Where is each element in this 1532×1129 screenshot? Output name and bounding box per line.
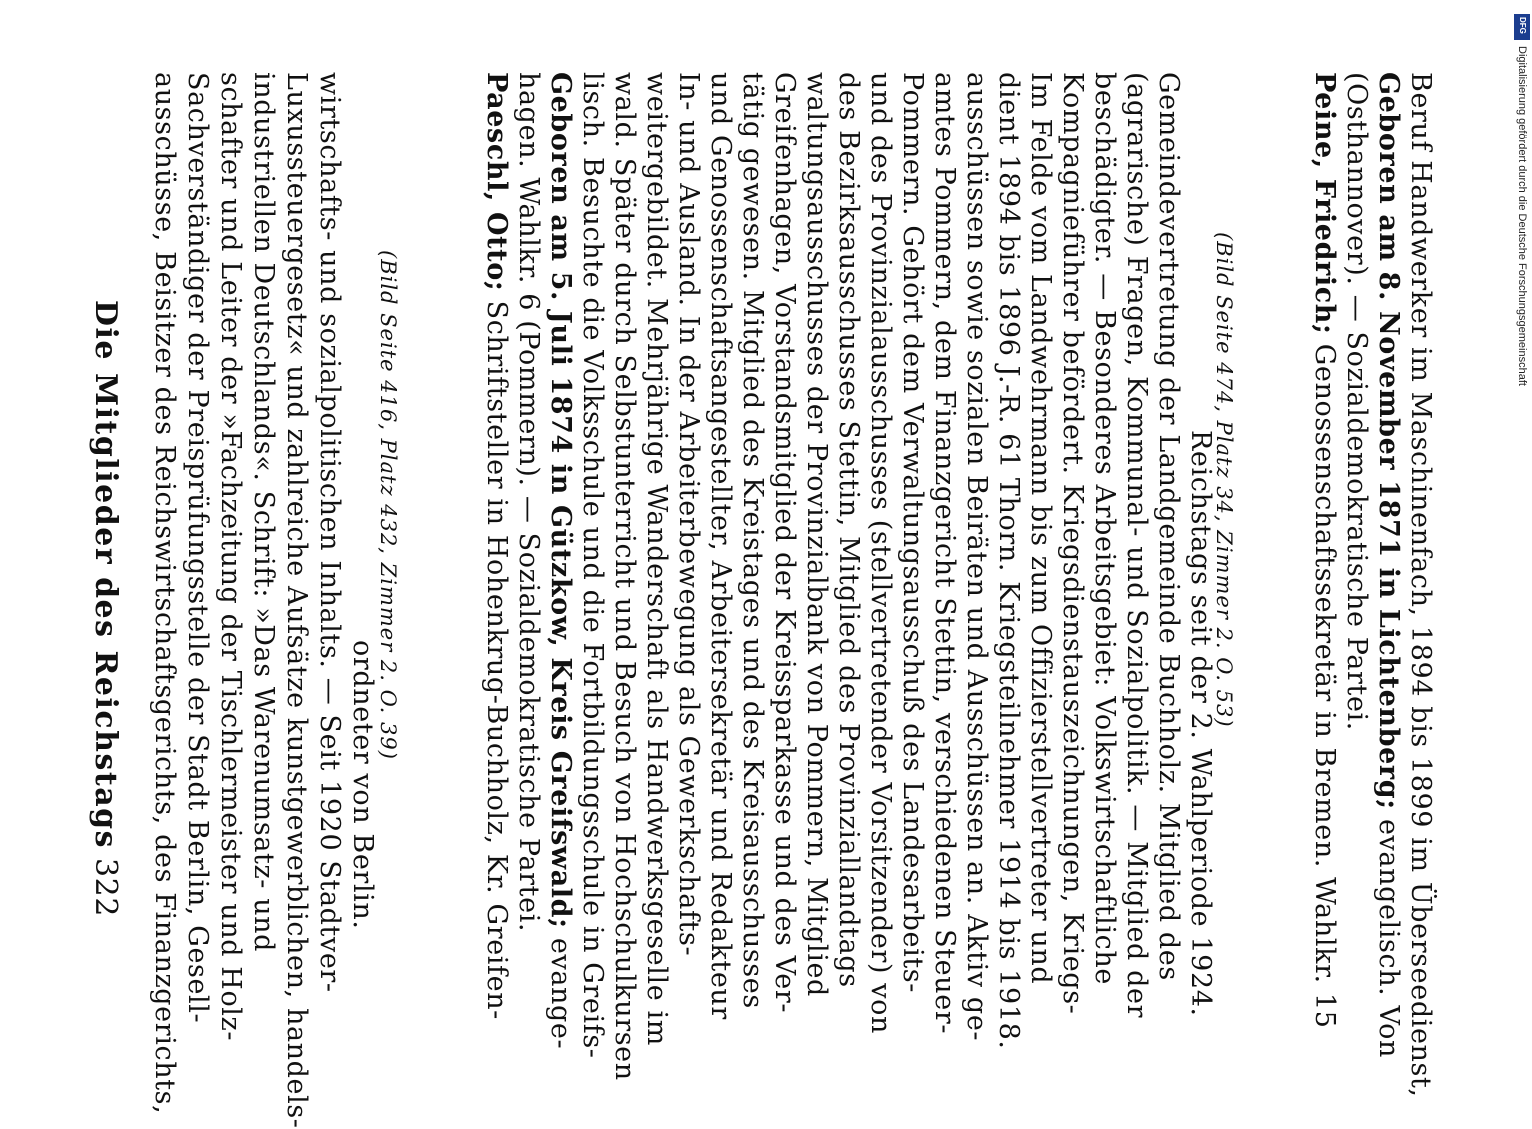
entry1-line-5: Luxussteuergesetz« und zahlreiche Aufsätze kunstgewerblichen, handels- <box>281 72 312 1129</box>
entry1-line-6: wirtschafts- und sozialpolitischen Inhalts. — Seit 1920 Stadtver- <box>314 72 345 993</box>
entry2-line-3: Geboren am 5. Juli 1874 in Gützkow, Kreis Greifswald; evange- <box>545 72 576 1050</box>
bold-leadin: Peine, Friedrich; <box>1309 72 1340 335</box>
bold-leadin: Geboren am 8. November 1871 in Lichtenberg; <box>1373 72 1404 810</box>
entry2-line-23: Reichstags seit der 2. Wahlperiode 1924. <box>1185 430 1216 1017</box>
entry3-line-1: Peine, Friedrich; Genossenschaftssekretär in Bremen. Wahlkr. 15 <box>1309 72 1340 1029</box>
entry1-line-7: ordneter von Berlin. <box>347 640 378 930</box>
entry2-line-10: Greifenhagen, Vorstandsmitglied der Kreissparkasse und des Ver- <box>769 72 800 1014</box>
entry2-line-13: und des Provinzialausschusses (stellvertretender Vorsitzender) von <box>865 72 896 1035</box>
entry2-line-14: Pommern. Gehört dem Verwaltungsausschuß des Landesarbeits- <box>897 72 928 993</box>
entry2-line-17: dient 1894 bis 1896 J.-R. 61 Thorn. Kriegsteilnehmer 1914 bis 1918. <box>993 72 1024 1050</box>
entry2-line-15: amtes Pommern, dem Finanzgericht Stettin, verschiedenen Steuer- <box>929 72 960 1035</box>
entry2-line-11: waltungsausschusses der Provinzialbank von Pommern, Mitglied <box>801 72 832 997</box>
entry2-caption: (Bild Seite 474, Platz 34, Zimmer 2. O. 53) <box>1212 232 1236 728</box>
entry2-line-22: Gemeindevertretung der Landgemeinde Buchholz. Mitglied des <box>1153 72 1184 981</box>
bold-leadin: Geboren am 5. Juli 1874 in Gützkow, Kreis Greifswald; <box>545 72 576 929</box>
bold-leadin: Paeschl, Otto; <box>481 72 512 292</box>
dfg-logo <box>1514 14 1530 40</box>
entry2-line-12: des Bezirksausschusses Stettin, Mitglied des Provinziallandtags <box>833 72 864 988</box>
entry2-line-18: Im Felde vom Landwehrmann bis zum Offizierstellvertreter und <box>1025 72 1056 985</box>
page-number: 322 <box>88 858 123 918</box>
entry2-line-7: In- und Ausland. In der Arbeiterbewegung als Gewerkschafts- <box>673 72 704 957</box>
entry1-caption: (Bild Seite 416, Platz 432, Zimmer 2. O. 39) <box>376 250 400 760</box>
entry2-line-21: (agrarische) Fragen, Kommunal- und Sozialpolitik. — Mitglied der <box>1121 72 1152 1019</box>
entry2-line-6: weitergebildet. Mehrjährige Wanderschaft als Handwerksgeselle im <box>641 72 672 1046</box>
dfg-logo-text: DFG <box>1518 17 1527 34</box>
running-title: Die Mitglieder des Reichstags <box>88 300 123 850</box>
digitization-note: Digitalisierung gefördert durch die Deutsche Forschungsgemeinschaft <box>1516 46 1528 386</box>
entry1-line-3: schafter und Leiter der »Fachzeitung der Tischlermeister und Holz- <box>215 72 246 1042</box>
entry3-line-4: Beruf Handwerker im Maschinenfach, 1894 bis 1899 im Überseedienst, <box>1405 72 1436 1098</box>
entry2-line-9: tätig gewesen. Mitglied des Kreistages und des Kreisausschusses <box>737 72 768 1009</box>
entry2-line-1: Paeschl, Otto; Schriftsteller in Hohenkrug-Buchholz, Kr. Greifen- <box>481 72 512 1020</box>
entry3-line-2: (Osthannover). — Sozialdemokratische Partei. <box>1341 72 1372 731</box>
entry2-line-8: und Genossenschaftsangestellter, Arbeitersekretär und Redakteur <box>705 72 736 1020</box>
entry1-line-4: industriellen Deutschlands«. Schrift: »Das Warenumsatz- und <box>248 72 279 953</box>
entry2-line-4: lisch. Besuchte die Volksschule und die Fortbildungsschule in Greifs- <box>577 72 608 1059</box>
entry3-line-3: Geboren am 8. November 1871 in Lichtenberg; evangelisch. Von <box>1373 72 1404 1059</box>
entry2-line-16: ausschüssen sowie sozialen Beiräten und Ausschüssen an. Aktiv ge- <box>961 72 992 1042</box>
entry2-line-19: Kompagnieführer befördert. Kriegsdienstauszeichnungen, Kriegs- <box>1057 72 1088 1015</box>
entry2-line-5: wald. Später durch Selbstunterricht und Besuch von Hochschulkursen <box>609 72 640 1081</box>
entry1-line-2: Sachverständiger der Preisprüfungsstelle der Stadt Berlin, Gesell- <box>182 72 213 1024</box>
entry2-line-20: beschädigter. — Besonderes Arbeitsgebiet: Volkswirtschaftliche <box>1089 72 1120 985</box>
entry1-line-1: ausschüsse, Beisitzer des Reichswirtschaftsgerichts, des Finanzgerichts, <box>149 72 180 1115</box>
entry2-line-2: hagen. Wahlkr. 6 (Pommern). — Sozialdemokratische Partei. <box>513 72 544 933</box>
